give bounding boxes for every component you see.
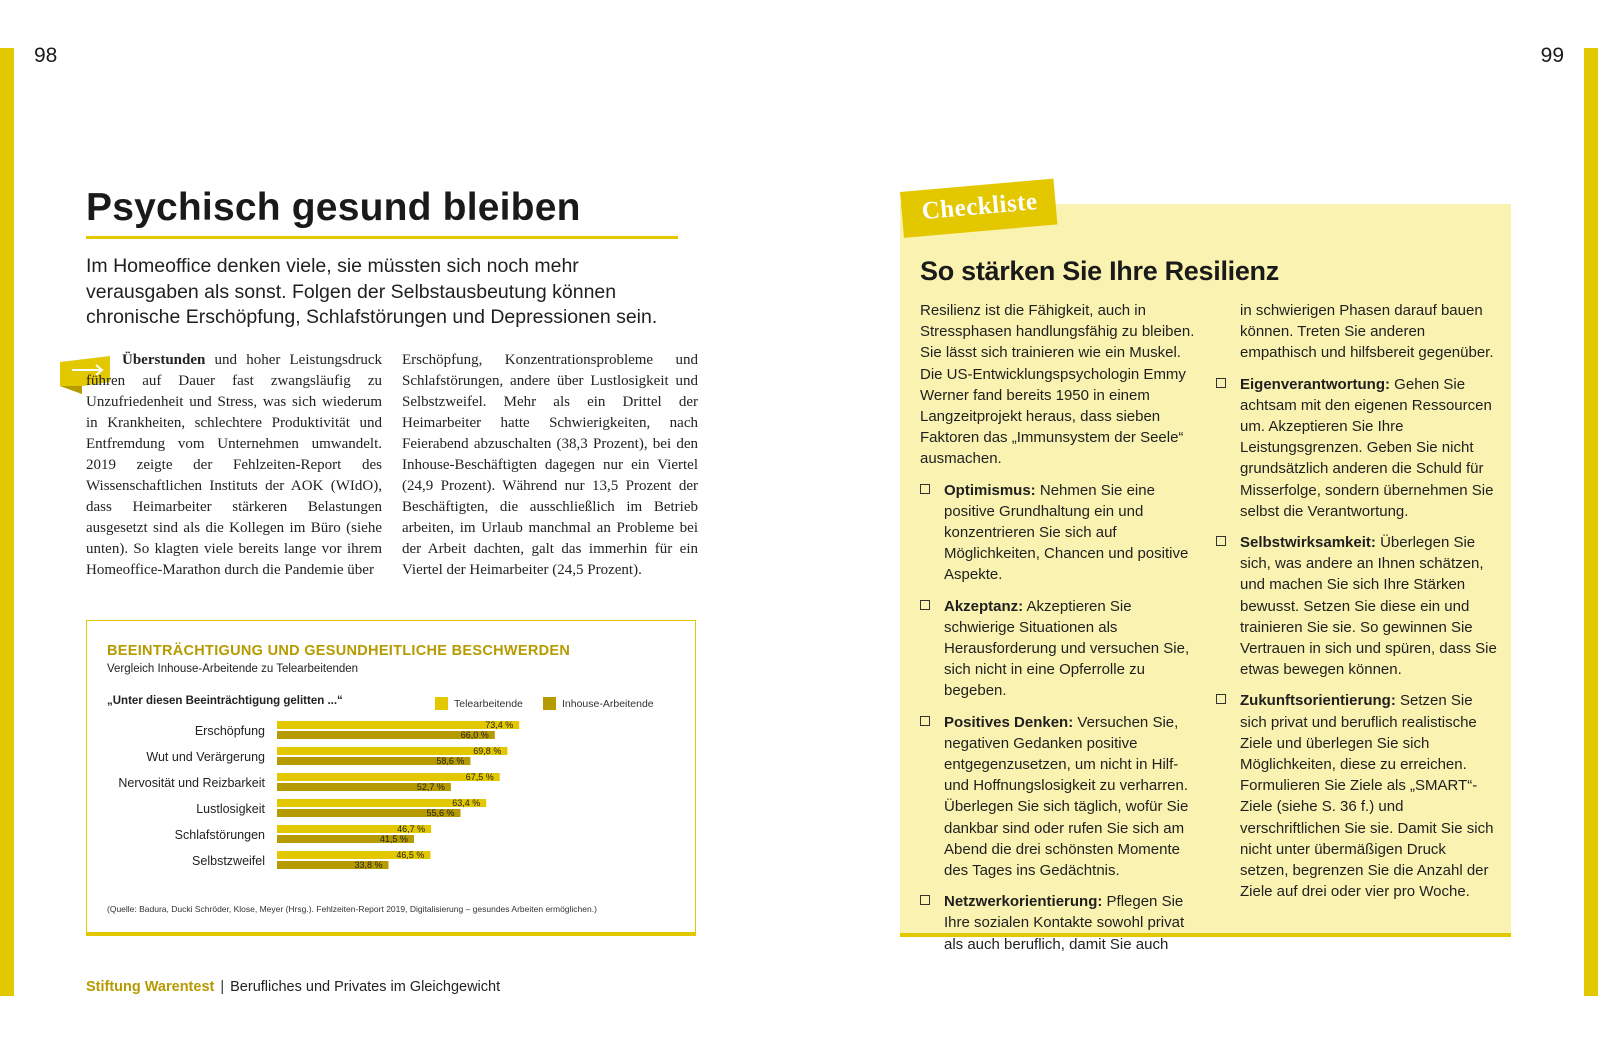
checklist-intro: Resilienz ist die Fähigkeit, auch in Stressphasen handlungsfähig zu bleiben. Sie lässt sich trainieren wie ein Muskel. Die US-Entwicklungspsychologin Emmy Werner fand bereits 1950 in einem Langzeitprojekt heraus, dass sieben Faktoren das „Immunsystem der Seele“ ausmachen. [920,302,1195,468]
data-label: 33,8 % [354,860,383,870]
footer-text: Berufliches und Privates im Gleichgewicht [230,979,501,995]
bar-telearbeitende [277,721,519,729]
body-text-1: und hoher Leistungsdruck führen auf Dauer fast zwangsläufig zu Unzufriedenheit und Stress, was sich wiederum in Krankheiten, schlechtere Produktivität und Entfremdung vom Unternehmen umwandelt. 2019 zeigte der Fehlzeiten-Report des Wissenschaftlichen Instituts der AOK (WIdO), dass Heimarbeiter stärkeren Belastungen ausgesetzt sind als die Kollegen im Büro (siehe unten). So klagten viele bereits lange vor ihrem Homeoffice-Marathon durch die Pandemie über [86,352,382,578]
data-label: 58,6 % [436,756,465,766]
category-label: Nervosität und Reizbarkeit [118,776,265,790]
checklist-term: Optimismus: [944,481,1036,499]
checklist-item [1216,532,1498,680]
checkbox-icon[interactable] [1216,536,1226,546]
legend-label: Inhouse-Arbeitende [562,697,654,710]
checklist-term: Positives Denken: [944,713,1074,731]
legend-swatch [543,697,556,710]
checklist-text: Nehmen Sie eine positive Grundhaltung ein und konzentrieren Sie sich auf Möglichkeiten, Chancen und positive Aspekte. [944,481,1189,584]
checklist-items-2 [1216,374,1498,903]
legend-label: Telearbeitende [454,697,523,710]
data-label: 52,7 % [416,782,445,792]
chart-source: (Quelle: Badura, Ducki Schröder, Klose, Meyer (Hrsg.). Fehlzeiten-Report 2019, Digitalisierung – gesundes Arbeiten ermöglichen.) [107,904,597,914]
checklist-column-1 [920,300,1202,965]
checkbox-icon[interactable] [920,600,930,610]
data-label: 66,0 % [460,730,489,740]
tag-label: Checkliste [920,188,1039,226]
category-label: Selbstzweifel [192,854,265,868]
checklist-text: Versuchen Sie, negativen Gedanken positive entgegenzusetzen, um nicht in Hilf- und Hoffnungslosigkeit zu verharren. Überlegen Sie sich täglich, wofür Sie dankbar sind oder rufen Sie sich am Abend die drei schönsten Momente des Tages ins Gedächtnis. [944,713,1189,880]
legend-item-telearbeitende [435,697,523,710]
footer-brand: Stiftung Warentest [86,979,215,995]
checkbox-icon[interactable] [920,716,930,726]
footer-separator: | [220,979,225,995]
chart-subtitle: Vergleich Inhouse-Arbeitende zu Telearbeitenden [107,663,359,675]
checklist-item [1216,690,1498,902]
checkbox-icon[interactable] [920,484,930,494]
checklist-continuation: in schwierigen Phasen darauf bauen können. Treten Sie anderen empathisch und hilfsbereit gegenüber. [1240,302,1494,362]
checklist-term: Akzeptanz: [944,597,1024,615]
checklist-text: Setzen Sie sich privat und beruflich realistische Ziele und überlegen Sie sich Möglichkeiten, diese zu erreichen. Formulieren Sie Ziele als „SMART“-Ziele (siehe S. 36 f.) und verschriftlichen Sie sie. Damit Sie sich nicht unter übermäßigen Druck setzen, begrenzen Sie die Anzahl der Ziele auf drei oder vier pro Woche. [1240,692,1494,901]
page-title: Psychisch gesund bleiben [86,186,678,239]
checklist-term: Eigenverantwortung: [1240,375,1391,393]
body-column-1 [86,350,382,581]
category-label: Erschöpfung [194,724,265,738]
checklist-item [920,480,1202,586]
checkbox-icon[interactable] [920,895,930,905]
checklist-item [920,596,1202,702]
left-edge-bar [0,48,14,996]
checklist-text: Überlegen Sie sich, was andere an Ihnen schätzen, und machen Sie sich Ihre Stärken bewusst. Setzen Sie diese ein und trainieren Sie sie. So gewinnen Sie Vertrauen in sich und spüren, dass Sie etwas bewegen können. [1240,534,1497,679]
checklist-term: Zukunftsorientierung: [1240,692,1396,710]
data-label: 46,5 % [396,850,425,860]
chart-title: BEEINTRÄCHTIGUNG UND GESUNDHEITLICHE BESCHWERDEN [107,643,571,659]
category-label: Wut und Verärgerung [146,750,265,764]
checklist-title: So stärken Sie Ihre Resilienz [920,256,1279,286]
checklist-item [920,891,1202,955]
bar-chart [87,717,697,887]
legend-item-inhouse [543,697,654,710]
data-label: 73,4 % [485,720,514,730]
chart-box [86,620,696,936]
checklist-text: Akzeptieren Sie schwierige Situationen als Herausforderung und versuchen Sie, sich nicht in eine Opferrolle zu begeben. [944,597,1190,700]
checklist-column-2 [1216,300,1498,912]
data-label: 55,6 % [426,808,455,818]
lead-word: Überstunden [122,352,206,368]
intro-paragraph: Im Homeoffice denken viele, sie müssten sich noch mehr verausgaben als sonst. Folgen der Selbstausbeutung können chronische Erschöpfung, Schlafstörungen und Depressionen sein. [86,255,658,328]
footer [86,979,500,995]
page-number-right: 99 [1540,44,1564,67]
checkbox-icon[interactable] [1216,694,1226,704]
page-number-left: 98 [34,44,58,67]
checklist-text: Pflegen Sie Ihre sozialen Kontakte sowohl privat als auch beruflich, damit Sie auch [944,893,1185,953]
right-edge-bar [1584,48,1598,996]
checkbox-icon[interactable] [1216,378,1226,388]
category-label: Lustlosigkeit [196,802,265,816]
data-label: 41,5 % [379,834,408,844]
legend-swatch [435,697,448,710]
category-label: Schlafstörungen [174,828,265,842]
checklist-text: Gehen Sie achtsam mit den eigenen Ressourcen um. Akzeptieren Sie Ihre Leistungsgrenzen. Geben Sie nicht grundsätzlich anderen die Schuld für Misserfolge, sondern übernehmen Sie selbst die Verantwortung. [1240,375,1494,520]
data-label: 63,4 % [452,798,481,808]
checklist-term: Netzwerkorientierung: [944,893,1103,911]
checklist-item [920,712,1202,882]
body-column-2: Erschöpfung, Konzentrationsprobleme und Schlafstörungen, andere über Lustlosigkeit und Selbstzweifel. Mehr als ein Drittel der Heimarbeiter hatte Schwierigkeiten, nach Feierabend abzuschalten (38,3 Prozent), bei den Inhouse-Beschäftigten dagegen nur ein Viertel (24,9 Prozent). Während nur 13,5 Prozent der Beschäftigten, die ausschließlich im Betrieb arbeiten, im Urlaub manchmal an Probleme bei der Arbeit dachten, galt das immerhin für ein Viertel der Heimarbeiter (24,5 Prozent). [402,352,698,578]
data-label: 46,7 % [397,824,426,834]
chart-question: „Unter diesen Beeinträchtigung gelitten ...“ [107,695,343,707]
checklist-items-1 [920,480,1202,955]
checklist-term: Selbstwirksamkeit: [1240,534,1376,552]
data-label: 67,5 % [465,772,494,782]
checklist-item [1216,374,1498,522]
data-label: 69,8 % [473,746,502,756]
